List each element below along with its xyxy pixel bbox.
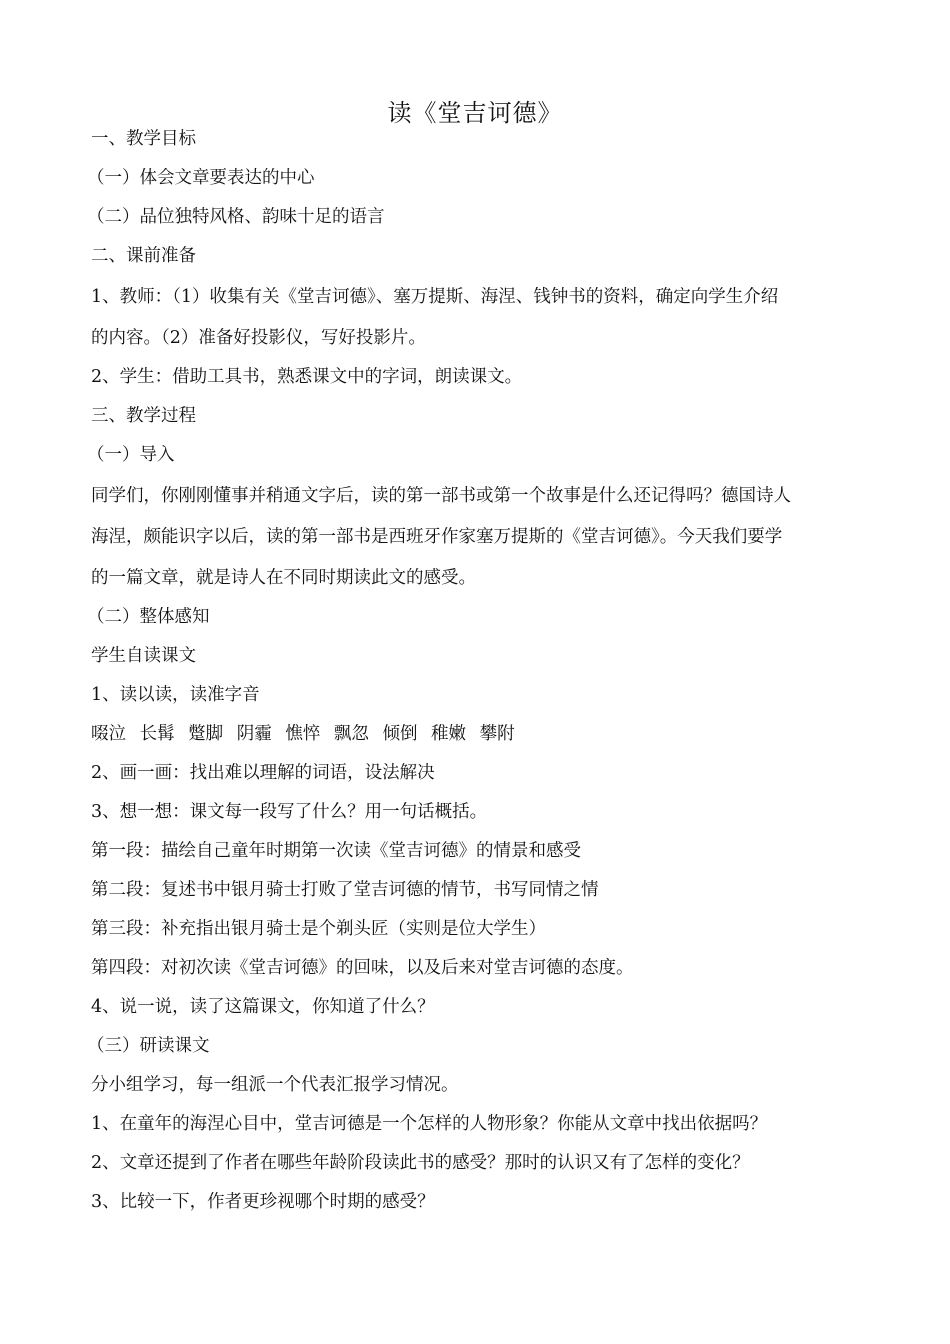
vocab-word: 蹩脚: [188, 724, 224, 744]
paragraph-line: 2、学生：借助工具书，熟悉课文中的字词，朗读课文。: [91, 367, 523, 387]
list-item: 4、说一说，读了这篇课文，你知道了什么？: [91, 997, 435, 1017]
document-title: 读《堂吉诃德》: [387, 99, 563, 127]
section-heading: 一、教学目标: [91, 129, 196, 149]
section-heading: 三、教学过程: [91, 406, 196, 426]
list-item: 2、画一画：找出难以理解的词语，设法解决: [91, 763, 435, 783]
paragraph-line: 同学们，你刚刚懂事并稍通文字后，读的第一部书或第一个故事是什么还记得吗？德国诗人: [91, 486, 791, 506]
vocab-word: 飘忽: [333, 724, 369, 744]
list-item: 1、读以读，读准字音: [91, 685, 260, 705]
vocab-word: 攀附: [479, 724, 515, 744]
paragraph-summary: 第三段：补充指出银月骑士是个剃头匠（实则是位大学生）: [91, 919, 546, 939]
subsection-heading: （一）导入: [87, 445, 175, 465]
vocab-word: 憔悴: [285, 724, 321, 744]
paragraph-line: 分小组学习，每一组派一个代表汇报学习情况。: [91, 1075, 459, 1095]
paragraph-line: 海涅，颇能识字以后，读的第一部书是西班牙作家塞万提斯的《堂吉诃德》。今天我们要学: [91, 527, 783, 547]
list-item: 3、想一想：课文每一段写了什么？用一句话概括。: [91, 802, 488, 822]
question-item: 3、比较一下，作者更珍视哪个时期的感受？: [91, 1192, 435, 1212]
paragraph-summary: 第二段：复述书中银月骑士打败了堂吉诃德的情节，书写同情之情: [91, 880, 599, 900]
paragraph-summary: 第四段：对初次读《堂吉诃德》的回味，以及后来对堂吉诃德的态度。: [91, 958, 634, 978]
paragraph-summary: 第一段：描绘自己童年时期第一次读《堂吉诃德》的情景和感受: [91, 841, 581, 861]
vocab-word: 长髯: [139, 724, 175, 744]
document-body: [87, 125, 871, 1217]
vocab-word: 倾倒: [382, 724, 418, 744]
subsection-heading: （二）整体感知: [87, 607, 210, 627]
paragraph-line: 1、教师：（1）收集有关《堂吉诃德》、塞万提斯、海涅、钱钟书的资料，确定向学生介绍: [91, 287, 779, 307]
paragraph-line: 学生自读课文: [91, 646, 196, 666]
vocab-word: 阴霾: [236, 724, 272, 744]
objective-item: （一）体会文章要表达的中心: [87, 168, 315, 188]
vocabulary-list: [91, 720, 871, 749]
paragraph-line: 的内容。（2）准备好投影仪，写好投影片。: [91, 328, 426, 348]
question-item: 2、文章还提到了作者在哪些年龄阶段读此书的感受？那时的认识又有了怎样的变化？: [91, 1153, 750, 1173]
vocab-word: 啜泣: [91, 724, 126, 744]
vocab-word: 稚嫩: [431, 724, 467, 744]
objective-item: （二）品位独特风格、韵味十足的语言: [87, 207, 385, 227]
subsection-heading: （三）研读课文: [87, 1036, 210, 1056]
question-item: 1、在童年的海涅心目中，堂吉诃德是一个怎样的人物形象？你能从文章中找出依据吗？: [91, 1114, 768, 1134]
section-heading: 二、课前准备: [91, 246, 196, 266]
paragraph-line: 的一篇文章，就是诗人在不同时期读此文的感受。: [91, 568, 476, 588]
